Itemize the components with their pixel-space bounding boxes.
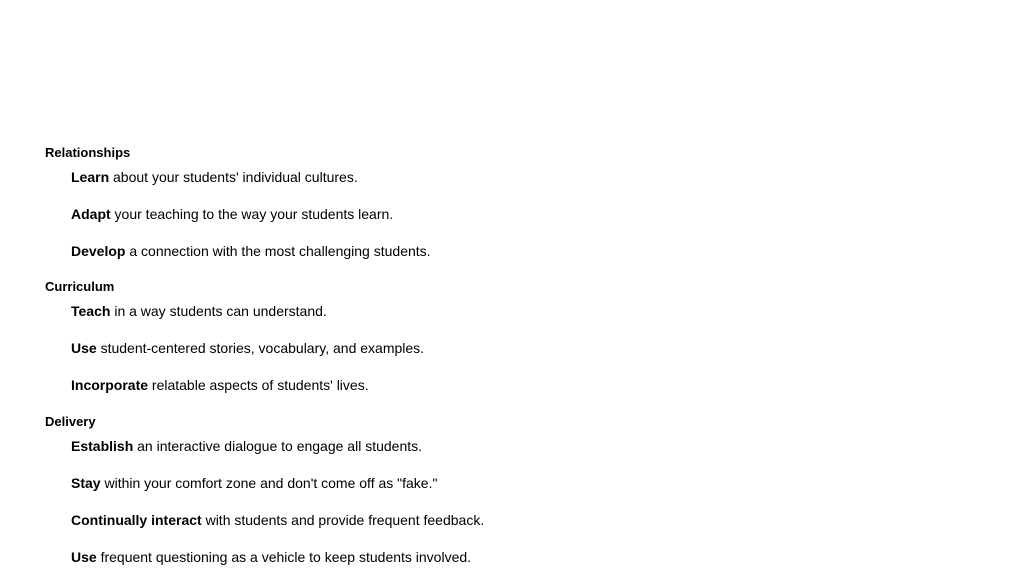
item-text: in a way students can understand. [110,303,327,319]
item-keyword: Learn [71,169,110,185]
section-heading-relationships: Relationships [45,145,131,160]
item-keyword: Develop [71,243,126,259]
item-keyword: Teach [71,303,111,319]
section-heading-delivery: Delivery [45,414,96,429]
list-item [71,512,484,529]
list-item [71,303,327,320]
item-text: an interactive dialogue to engage all students. [133,438,423,454]
list-item [71,549,471,566]
list-item [71,438,422,455]
item-text: a connection with the most challenging students. [125,243,431,259]
item-keyword: Use [71,340,97,356]
list-item [71,475,437,492]
item-text: frequent questioning as a vehicle to keep students involved. [96,549,472,565]
item-text: your teaching to the way your students learn. [110,206,394,222]
item-keyword: Incorporate [71,377,149,393]
item-text: relatable aspects of students' lives. [148,377,369,393]
item-keyword: Use [71,549,97,565]
section-heading-curriculum: Curriculum [45,279,115,294]
list-item [71,169,358,186]
list-item [71,340,424,357]
list-item [71,243,431,260]
item-keyword: Adapt [71,206,111,222]
item-text: with students and provide frequent feedback. [201,512,485,528]
list-item [71,206,393,223]
list-item [71,377,369,394]
item-text: within your comfort zone and don't come off as "fake." [100,475,438,491]
item-text: about your students' individual cultures. [109,169,358,185]
item-keyword: Stay [71,475,101,491]
item-text: student-centered stories, vocabulary, and examples. [96,340,425,356]
item-keyword: Continually interact [71,512,202,528]
item-keyword: Establish [71,438,134,454]
